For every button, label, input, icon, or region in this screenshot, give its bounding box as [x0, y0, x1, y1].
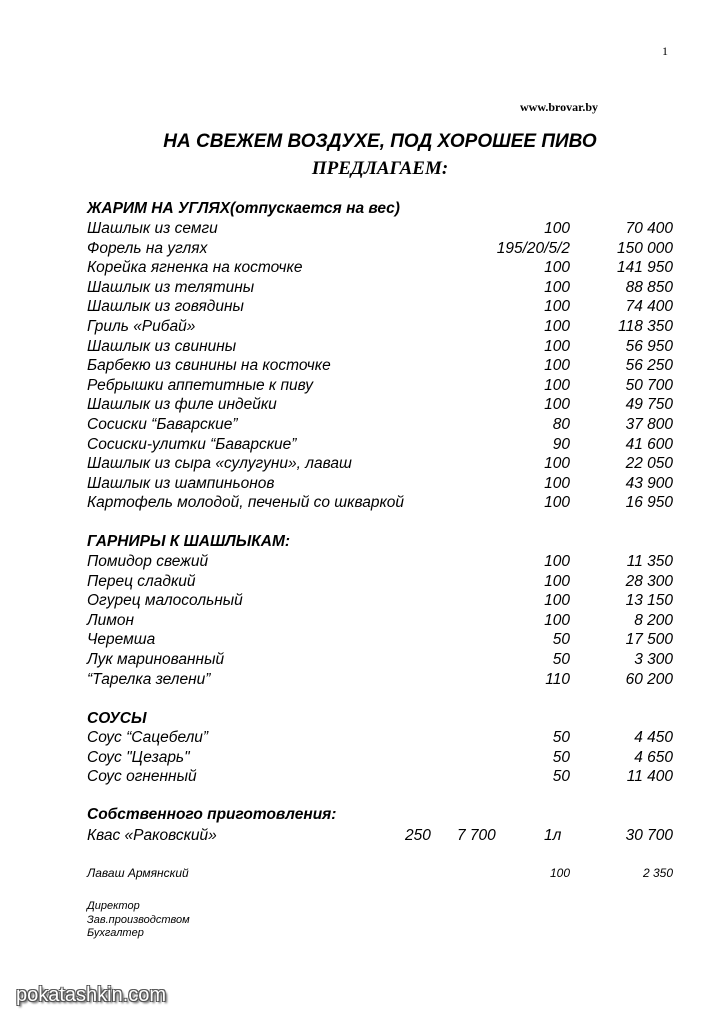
menu-row [0, 338, 724, 357]
section-heading-sauces: СОУСЫ [87, 710, 147, 727]
item-weight: 100 [544, 278, 570, 296]
item-weight: 100 [544, 611, 570, 629]
item-price: 11 400 [626, 768, 673, 786]
item-weight: 100 [544, 455, 570, 473]
watermark: pokatashkin.com [16, 984, 167, 1006]
item-price: 141 950 [616, 259, 673, 277]
menu-row [0, 573, 724, 592]
item-price: 50 700 [625, 376, 673, 394]
staff-production-head: Зав.производством [87, 913, 190, 926]
item-weight: 100 [544, 572, 570, 590]
item-weight: 50 [552, 631, 570, 649]
section-heading-grill: ЖАРИМ НА УГЛЯХ(отпускается на вес) [87, 200, 400, 217]
menu-row [0, 631, 724, 650]
menu-row [0, 259, 724, 278]
menu-row-kvass [0, 827, 724, 846]
item-name: Сосиски “Баварские” [87, 416, 238, 433]
item-weight: 100 [544, 474, 570, 492]
item-weight: 100 [544, 376, 570, 394]
menu-row [0, 396, 724, 415]
item-weight: 100 [544, 357, 570, 375]
item-name: Лаваш Армянский [87, 866, 189, 880]
item-price: 74 400 [625, 298, 673, 316]
menu-row [0, 455, 724, 474]
item-price: 4 650 [634, 748, 673, 766]
menu-row [0, 749, 724, 768]
staff-accountant: Бухгалтер [87, 927, 144, 939]
item-price: 60 200 [625, 670, 673, 688]
page-number: 1 [662, 44, 668, 58]
menu-row [0, 553, 724, 572]
item-weight: 100 [544, 494, 570, 512]
item-weight: 100 [544, 592, 570, 610]
item-name: Барбекю из свинины на косточке [87, 357, 331, 375]
item-weight: 250 [405, 827, 431, 844]
item-price: 22 050 [625, 455, 673, 473]
item-weight: 90 [552, 435, 570, 453]
menu-row [0, 592, 724, 611]
item-price: 11 350 [626, 553, 673, 570]
item-weight: 100 [544, 220, 570, 237]
item-name: Лук маринованный [87, 651, 225, 668]
item-name: Соус “Сацебели” [87, 729, 209, 746]
item-price: 56 250 [625, 357, 673, 375]
item-price: 118 350 [618, 318, 673, 335]
item-weight: 50 [552, 651, 570, 668]
item-price: 16 950 [625, 494, 673, 512]
staff-signatures [87, 900, 190, 941]
item-name: Шашлык из телятины [87, 278, 255, 296]
menu-row [0, 357, 724, 376]
item-name: Помидор свежий [87, 553, 209, 570]
section-heading-garnish: ГАРНИРЫ К ШАШЛЫКАМ: [87, 533, 291, 550]
item-price: 70 400 [625, 220, 673, 237]
menu-row-lavash [0, 866, 724, 885]
menu-row [0, 298, 724, 317]
item-name: Шашлык из шампиньонов [87, 474, 275, 492]
menu-row [0, 494, 724, 513]
page-subtitle: ПРЕДЛАГАЕМ: [311, 158, 449, 179]
item-name: Квас «Раковский» [87, 827, 217, 844]
item-weight: 80 [552, 416, 570, 433]
page-title: НА СВЕЖЕМ ВОЗДУХЕ, ПОД ХОРОШЕЕ ПИВО [163, 131, 597, 152]
menu-row [0, 318, 724, 337]
item-price: 2 350 [642, 866, 673, 880]
item-name: Форель на углях [87, 239, 208, 257]
item-name: Сосиски-улитки “Баварские” [87, 435, 297, 453]
item-price: 30 700 [625, 827, 673, 844]
item-price: 150 000 [616, 239, 673, 257]
item-weight: 100 [544, 298, 570, 316]
item-name: Соус "Цезарь" [87, 748, 190, 766]
item-name: Шашлык из филе индейки [87, 396, 277, 414]
item-name: Шашлык из семги [87, 220, 218, 237]
item-price: 8 200 [634, 611, 673, 629]
menu-row [0, 651, 724, 670]
menu-row [0, 475, 724, 494]
staff-director: Директор [87, 900, 140, 912]
item-price: 88 850 [625, 278, 673, 296]
item-price: 3 300 [634, 651, 673, 668]
item-weight: 100 [544, 553, 570, 570]
item-name: Гриль «Рибай» [87, 318, 196, 335]
item-name: “Тарелка зелени” [87, 670, 211, 688]
item-name: Соус огненный [87, 768, 197, 786]
item-name: Огурец малосольный [87, 592, 243, 610]
menu-row [0, 279, 724, 298]
menu-row [0, 240, 724, 259]
item-price: 41 600 [625, 435, 673, 453]
item-weight: 100 [544, 259, 570, 277]
section-heading-homemade: Собственного приготовления: [87, 806, 337, 823]
item-price-small: 7 700 [457, 827, 496, 844]
menu-row [0, 416, 724, 435]
item-weight: 50 [552, 768, 570, 786]
item-price: 56 950 [625, 337, 673, 355]
item-price: 43 900 [625, 474, 673, 492]
menu-row [0, 436, 724, 455]
item-name: Шашлык из сыра «сулугуни», лаваш [87, 455, 352, 473]
item-weight: 110 [545, 670, 570, 688]
item-weight: 100 [544, 337, 570, 355]
site-url: www.brovar.by [520, 100, 599, 114]
item-price: 49 750 [625, 396, 673, 414]
menu-row [0, 612, 724, 631]
menu-row [0, 671, 724, 690]
item-name: Черемша [87, 631, 156, 649]
item-weight: 50 [552, 729, 570, 746]
item-price: 4 450 [634, 729, 673, 746]
item-weight: 100 [544, 318, 570, 335]
item-price: 17 500 [625, 631, 673, 649]
item-price: 28 300 [625, 572, 673, 590]
item-price: 13 150 [625, 592, 673, 610]
item-weight: 100 [549, 866, 570, 880]
item-price: 37 800 [625, 416, 673, 433]
menu-row [0, 220, 724, 239]
menu-row [0, 768, 724, 787]
item-volume: 1л [544, 827, 562, 844]
item-weight: 100 [544, 396, 570, 414]
menu-row [0, 377, 724, 396]
item-name: Картофель молодой, печеный со шкваркой [87, 494, 405, 512]
item-name: Лимон [87, 611, 135, 629]
item-weight: 50 [552, 748, 570, 766]
item-name: Перец сладкий [87, 572, 196, 590]
item-name: Корейка ягненка на косточке [87, 259, 303, 277]
menu-row [0, 729, 724, 748]
item-name: Ребрышки аппетитные к пиву [87, 376, 313, 394]
item-name: Шашлык из свинины [87, 337, 237, 355]
item-weight: 195/20/5/2 [496, 239, 570, 257]
item-name: Шашлык из говядины [87, 298, 244, 316]
